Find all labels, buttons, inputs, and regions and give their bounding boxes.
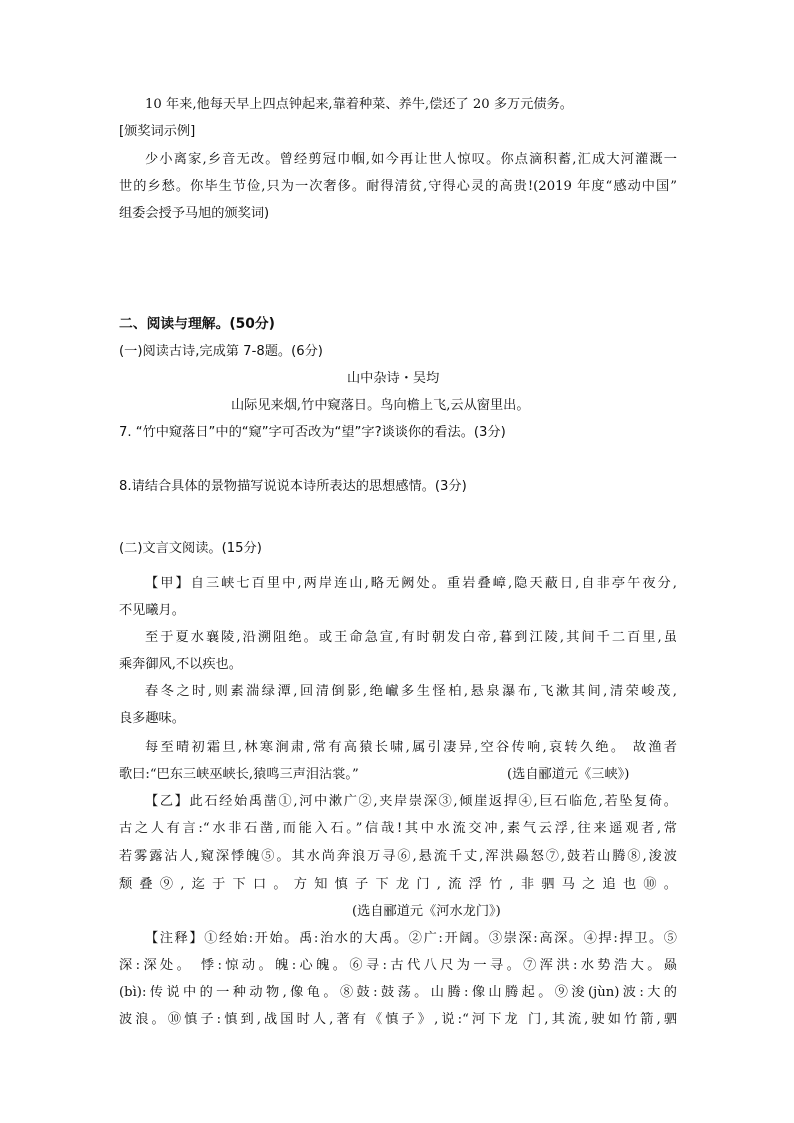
poem-title: 山中杂诗・吴均 <box>347 371 440 386</box>
note-line: 深:深处。 悸:惊动。魄:心魄。⑥寻:古代八尺为一寻。⑦浑洪:水势浩大。赑 <box>119 958 677 973</box>
note-line: 【注释】①经始:开始。禹:治水的大禹。②广:开阔。③崇深:高深。④捍:捍卫。⑤ <box>145 931 677 946</box>
text-line: 世的乡愁。你毕生节俭,只为一次奢侈。耐得清贫,守得心灵的高贵!(2019 年度“感动中国” <box>119 179 677 194</box>
passage-line: 每至晴初霜旦,林寒涧肃,常有高猿长啸,属引凄异,空谷传响,哀转久绝。 故渔者 <box>145 740 677 755</box>
passage-line: 【乙】此石经始禹凿①,河中漱广②,夹岸崇深③,倾崖返捍④,巨石临危,若坠复倚。 <box>145 794 677 809</box>
note-line: 波浪。⑩慎子:慎到,战国时人,著有《慎子》,说:“河下龙 门,其流,驶如竹箭,驷 <box>119 1012 677 1027</box>
text-line: 少小离家,乡音无改。曾经剪冠巾帼,如今再让世人惊叹。你点滴积蓄,汇成大河灌溉一 <box>145 152 677 167</box>
passage-line: 古之人有言:“水非石凿,而能入石。”信哉!其中水流交冲,素气云浮,往来遥观者,常 <box>119 821 677 836</box>
question-8: 8.请结合具体的景物描写说说本诗所表达的思想感情。(3分) <box>119 479 467 494</box>
section-title: 二、阅读与理解。(50分) <box>119 316 275 332</box>
passage-source: (选自郦道元《河水龙门》) <box>352 904 501 919</box>
text-line: 10 年来,他每天早上四点钟起来,靠着种菜、养牛,偿还了 20 多万元债务。 <box>145 97 573 112</box>
passage-line: 春冬之时,则素湍绿潭,回清倒影,绝𪩘多生怪柏,悬泉瀑布,飞漱其间,清荣峻茂, <box>145 684 677 699</box>
passage-line: 【甲】自三峡七百里中,两岸连山,略无阙处。重岩叠嶂,隐天蔽日,自非亭午夜分, <box>145 576 677 591</box>
passage-line: 若雾露沾人,窥深悸魄⑤。其水尚奔浪万寻⑥,悬流千丈,浑洪赑怒⑦,鼓若山腾⑧,浚波 <box>119 849 677 864</box>
question-7: 7. “竹中窥落日”中的“窥”字可否改为“望”字?谈谈你的看法。(3分) <box>119 425 506 440</box>
subsection-title: (一)阅读古诗,完成第 7-8题。(6分) <box>119 344 323 359</box>
subsection-title: (二)文言文阅读。(15分) <box>119 541 262 556</box>
award-heading: [颁奖词示例] <box>119 124 196 139</box>
passage-line: 歌曰:“巴东三峡巫峡长,猿鸣三声泪沾裳。” <box>119 767 359 782</box>
poem-body: 山际见来烟,竹中窥落日。鸟向檐上飞,云从窗里出。 <box>231 398 530 413</box>
passage-source: (选自郦道元《三峡》) <box>507 767 630 782</box>
text-line: 组委会授予马旭的颁奖词) <box>119 206 270 221</box>
note-line: (bì):传说中的一种动物,像龟。⑧鼓:鼓荡。山腾:像山腾起。⑨浚(jùn)波:大的 <box>119 985 677 1000</box>
passage-line: 乘奔御风,不以疾也。 <box>119 657 242 672</box>
passage-line: 颓叠⑨,迄于下口。方知慎子下龙门,流浮竹,非驷马之追也⑩。 <box>119 877 677 892</box>
passage-line: 不见曦月。 <box>119 603 185 618</box>
passage-line: 至于夏水襄陵,沿溯阻绝。或王命急宣,有时朝发白帝,暮到江陵,其间千二百里,虽 <box>145 630 677 645</box>
passage-line: 良多趣味。 <box>119 711 185 726</box>
